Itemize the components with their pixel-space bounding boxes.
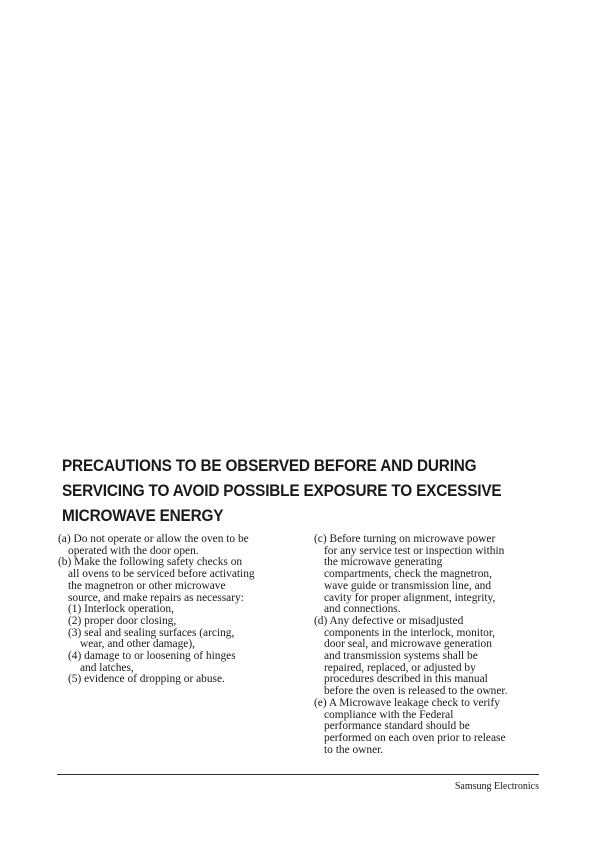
item-d-line: before the oven is released to the owner. [324,685,508,698]
item-d-line: and transmission systems shall be [324,650,478,663]
sub-item-4-cont: and latches, [80,661,134,674]
item-c-line: wave guide or transmission line, and [324,579,492,592]
item-c-line: (c) Before turning on microwave power [314,533,496,545]
item-e-line: (e) A Microwave leakage check to verify [314,696,500,709]
footer-divider [57,774,539,775]
sub-item-4: (4) damage to or loosening of hinges [68,650,236,663]
item-b-line: (b) Make the following safety checks on [58,556,243,569]
item-d-line: (d) Any defective or misadjusted [314,614,464,627]
sub-item-5: (5) evidence of dropping or abuse. [68,673,225,686]
item-c-line: and connections. [324,603,401,616]
item-d-line: repaired, replaced, or adjusted by [324,661,476,674]
item-b-line: source, and make repairs as necessary: [68,591,244,604]
item-e-line: compliance with the Federal [324,708,454,721]
item-c-line: for any service test or inspection within [324,544,505,557]
item-d-line: components in the interlock, monitor, [324,626,496,639]
item-c-line: compartments, check the magnetron, [324,568,492,581]
item-a-line: (a) Do not operate or allow the oven to be [58,533,249,545]
item-c-line: the microwave generating [324,556,443,569]
item-d-line: procedures described in this manual [324,673,488,686]
item-e-line: performance standard should be [324,720,470,733]
item-c-line: cavity for proper alignment, integrity, [324,591,496,604]
title-line: PRECAUTIONS TO BE OBSERVED BEFORE AND DURING [62,457,477,475]
sub-item-3: (3) seal and sealing surfaces (arcing, [68,626,235,639]
sub-item-3-cont: wear, and other damage), [80,638,195,651]
footer-company: Samsung Electronics [454,781,539,792]
sub-item-2: (2) proper door closing, [68,614,177,627]
right-column [314,534,554,756]
item-b-line: the magnetron or other microwave [68,579,226,592]
item-b-line: all ovens to be serviced before activating [68,568,255,581]
item-a-line: operated with the door open. [68,544,199,557]
page-title [62,454,508,529]
title-line: MICROWAVE ENERGY [62,507,224,525]
item-d-line: door seal, and microwave generation [324,638,492,651]
item-e-line: performed on each oven prior to release [324,731,506,744]
sub-item-1: (1) Interlock operation, [68,603,174,616]
item-e-line: to the owner. [324,743,384,756]
left-column [58,534,298,686]
title-line: SERVICING TO AVOID POSSIBLE EXPOSURE TO EXCESSIVE [62,482,502,500]
